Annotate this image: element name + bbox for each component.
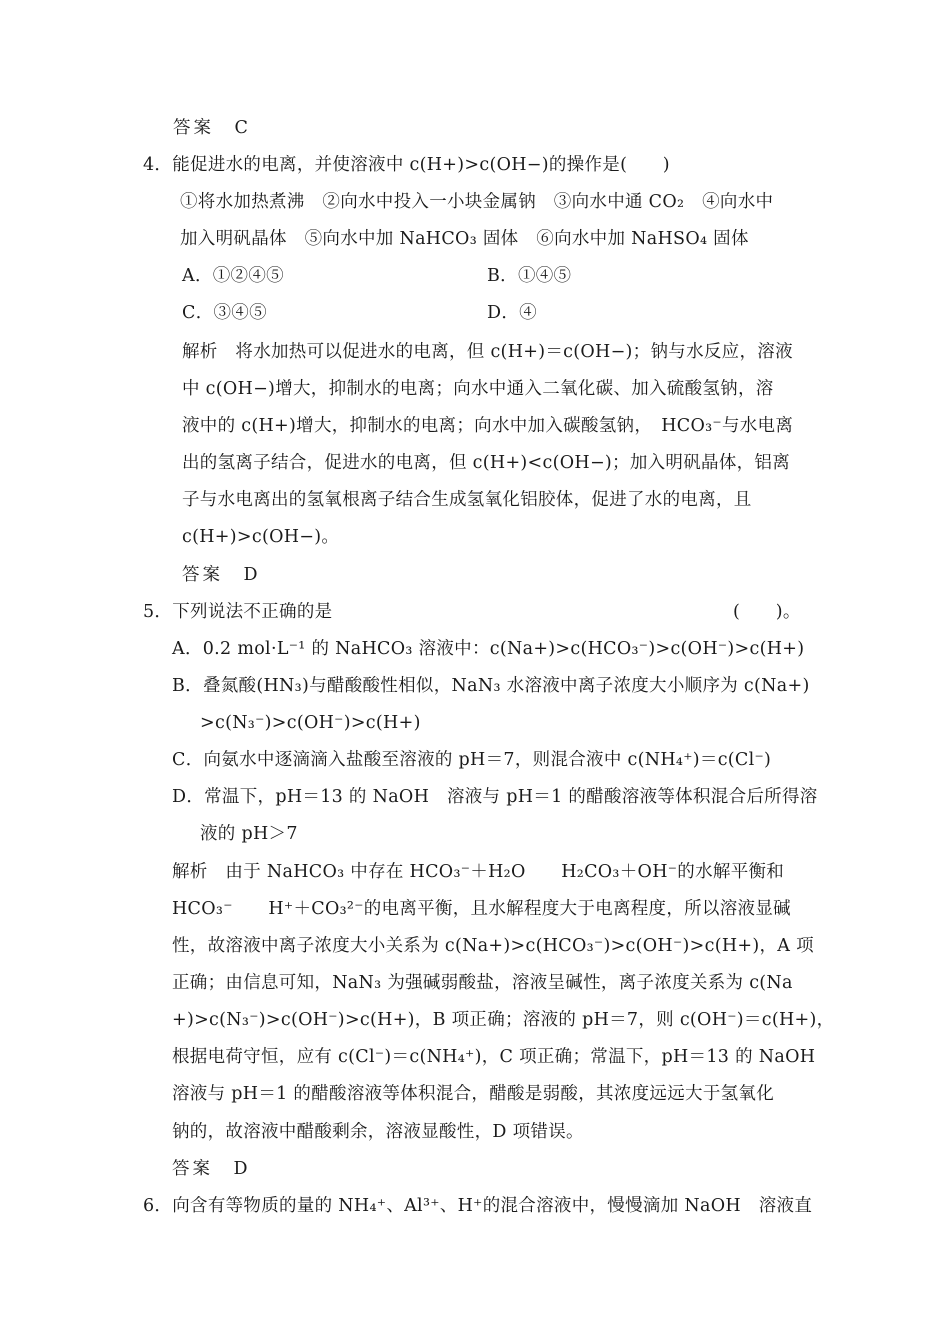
question-4-stem: 4．能促进水的电离，并使溶液中 c(H+)>c(OH−)的操作是( ) [143,155,670,175]
analysis-q5-line: 根据电荷守恒，应有 c(Cl⁻)＝c(NH₄⁺)，C 项正确；常温下，pH＝13 的 NaOH [172,1047,816,1067]
analysis-q4-line: 出的氢离子结合，促进水的电离，但 c(H+)<c(OH−)；加入明矾晶体，铝离 [182,453,791,473]
analysis-q4-line: c(H+)>c(OH−)。 [182,527,340,547]
question-6-stem: 6．向含有等物质的量的 NH₄⁺、Al³⁺、H⁺的混合溶液中，慢慢滴加 NaOH 溶液直 [143,1196,813,1216]
question-4-options-text: ①将水加热煮沸 ②向水中投入一小块金属钠 ③向水中通 CO₂ ④向水中 [180,192,774,212]
question-5-choice-b: B．叠氮酸(HN₃)与醋酸酸性相似，NaN₃ 水溶液中离子浓度大小顺序为 c(Na+) [172,676,810,696]
analysis-q5-line: 钠的，故溶液中醋酸剩余，溶液显酸性，D 项错误。 [172,1122,584,1142]
analysis-q5-line: HCO₃⁻ H⁺＋CO₃²⁻的电离平衡，且水解程度大于电离程度，所以溶液显碱 [172,899,791,919]
analysis-q5-line: 溶液与 pH＝1 的醋酸溶液等体积混合，醋酸是弱酸，其浓度远远大于氢氧化 [172,1084,775,1104]
question-5-choice-d: D．常温下，pH＝13 的 NaOH 溶液与 pH＝1 的醋酸溶液等体积混合后所得溶 [172,787,818,807]
question-5-choice-c: C．向氨水中逐滴滴入盐酸至溶液的 pH＝7，则混合液中 c(NH₄⁺)＝c(Cl⁻) [172,750,772,770]
question-5-choice-b-cont: >c(N₃⁻)>c(OH⁻)>c(H+) [200,713,421,733]
question-5-choice-a: A．0.2 mol·L⁻¹ 的 NaHCO₃ 溶液中：c(Na+)>c(HCO₃⁻)>c(OH⁻)>c(H+) [172,639,805,659]
question-5-blank: ( )。 [733,602,801,622]
analysis-q4-line: 液中的 c(H+)增大，抑制水的电离；向水中加入碳酸氢钠， HCO₃⁻与水电离 [182,416,794,436]
question-4-choice-d: D．④ [487,303,537,323]
analysis-q5-line: 性，故溶液中离子浓度大小关系为 c(Na+)>c(HCO₃⁻)>c(OH⁻)>c(H+)，A 项 [172,936,814,956]
question-4-choice-b: B．①④⑤ [487,266,572,286]
answer-label-q5: 答案 D [172,1159,251,1179]
question-4-choice-a: A．①②④⑤ [182,266,284,286]
question-4-choice-c: C．③④⑤ [182,303,267,323]
analysis-q5-line: 解析 由于 NaHCO₃ 中存在 HCO₃⁻＋H₂O H₂CO₃＋OH⁻的水解平衡和 [172,862,785,882]
question-5-stem: 5．下列说法不正确的是 [143,602,333,622]
question-5-choice-d-cont: 液的 pH＞7 [200,824,298,844]
analysis-q4-line: 解析 将水加热可以促进水的电离，但 c(H+)＝c(OH−)；钠与水反应，溶液 [182,342,793,362]
question-4-options-text: 加入明矾晶体 ⑤向水中加 NaHCO₃ 固体 ⑥向水中加 NaHSO₄ 固体 [180,229,749,249]
analysis-q4-line: 子与水电离出的氢氧根离子结合生成氢氧化铝胶体，促进了水的电离，且 [182,490,752,510]
analysis-q5-line: +)>c(N₃⁻)>c(OH⁻)>c(H+)，B 项正确；溶液的 pH＝7，则 c(OH⁻)＝c(H+)， [172,1010,835,1030]
analysis-q5-line: 正确；由信息可知，NaN₃ 为强碱弱酸盐，溶液呈碱性，离子浓度关系为 c(Na [172,973,793,993]
answer-label-q3: 答案 C [173,118,251,138]
answer-label-q4: 答案 D [182,565,261,585]
analysis-q4-line: 中 c(OH−)增大，抑制水的电离；向水中通入二氧化碳、加入硫酸氢钠，溶 [182,379,774,399]
